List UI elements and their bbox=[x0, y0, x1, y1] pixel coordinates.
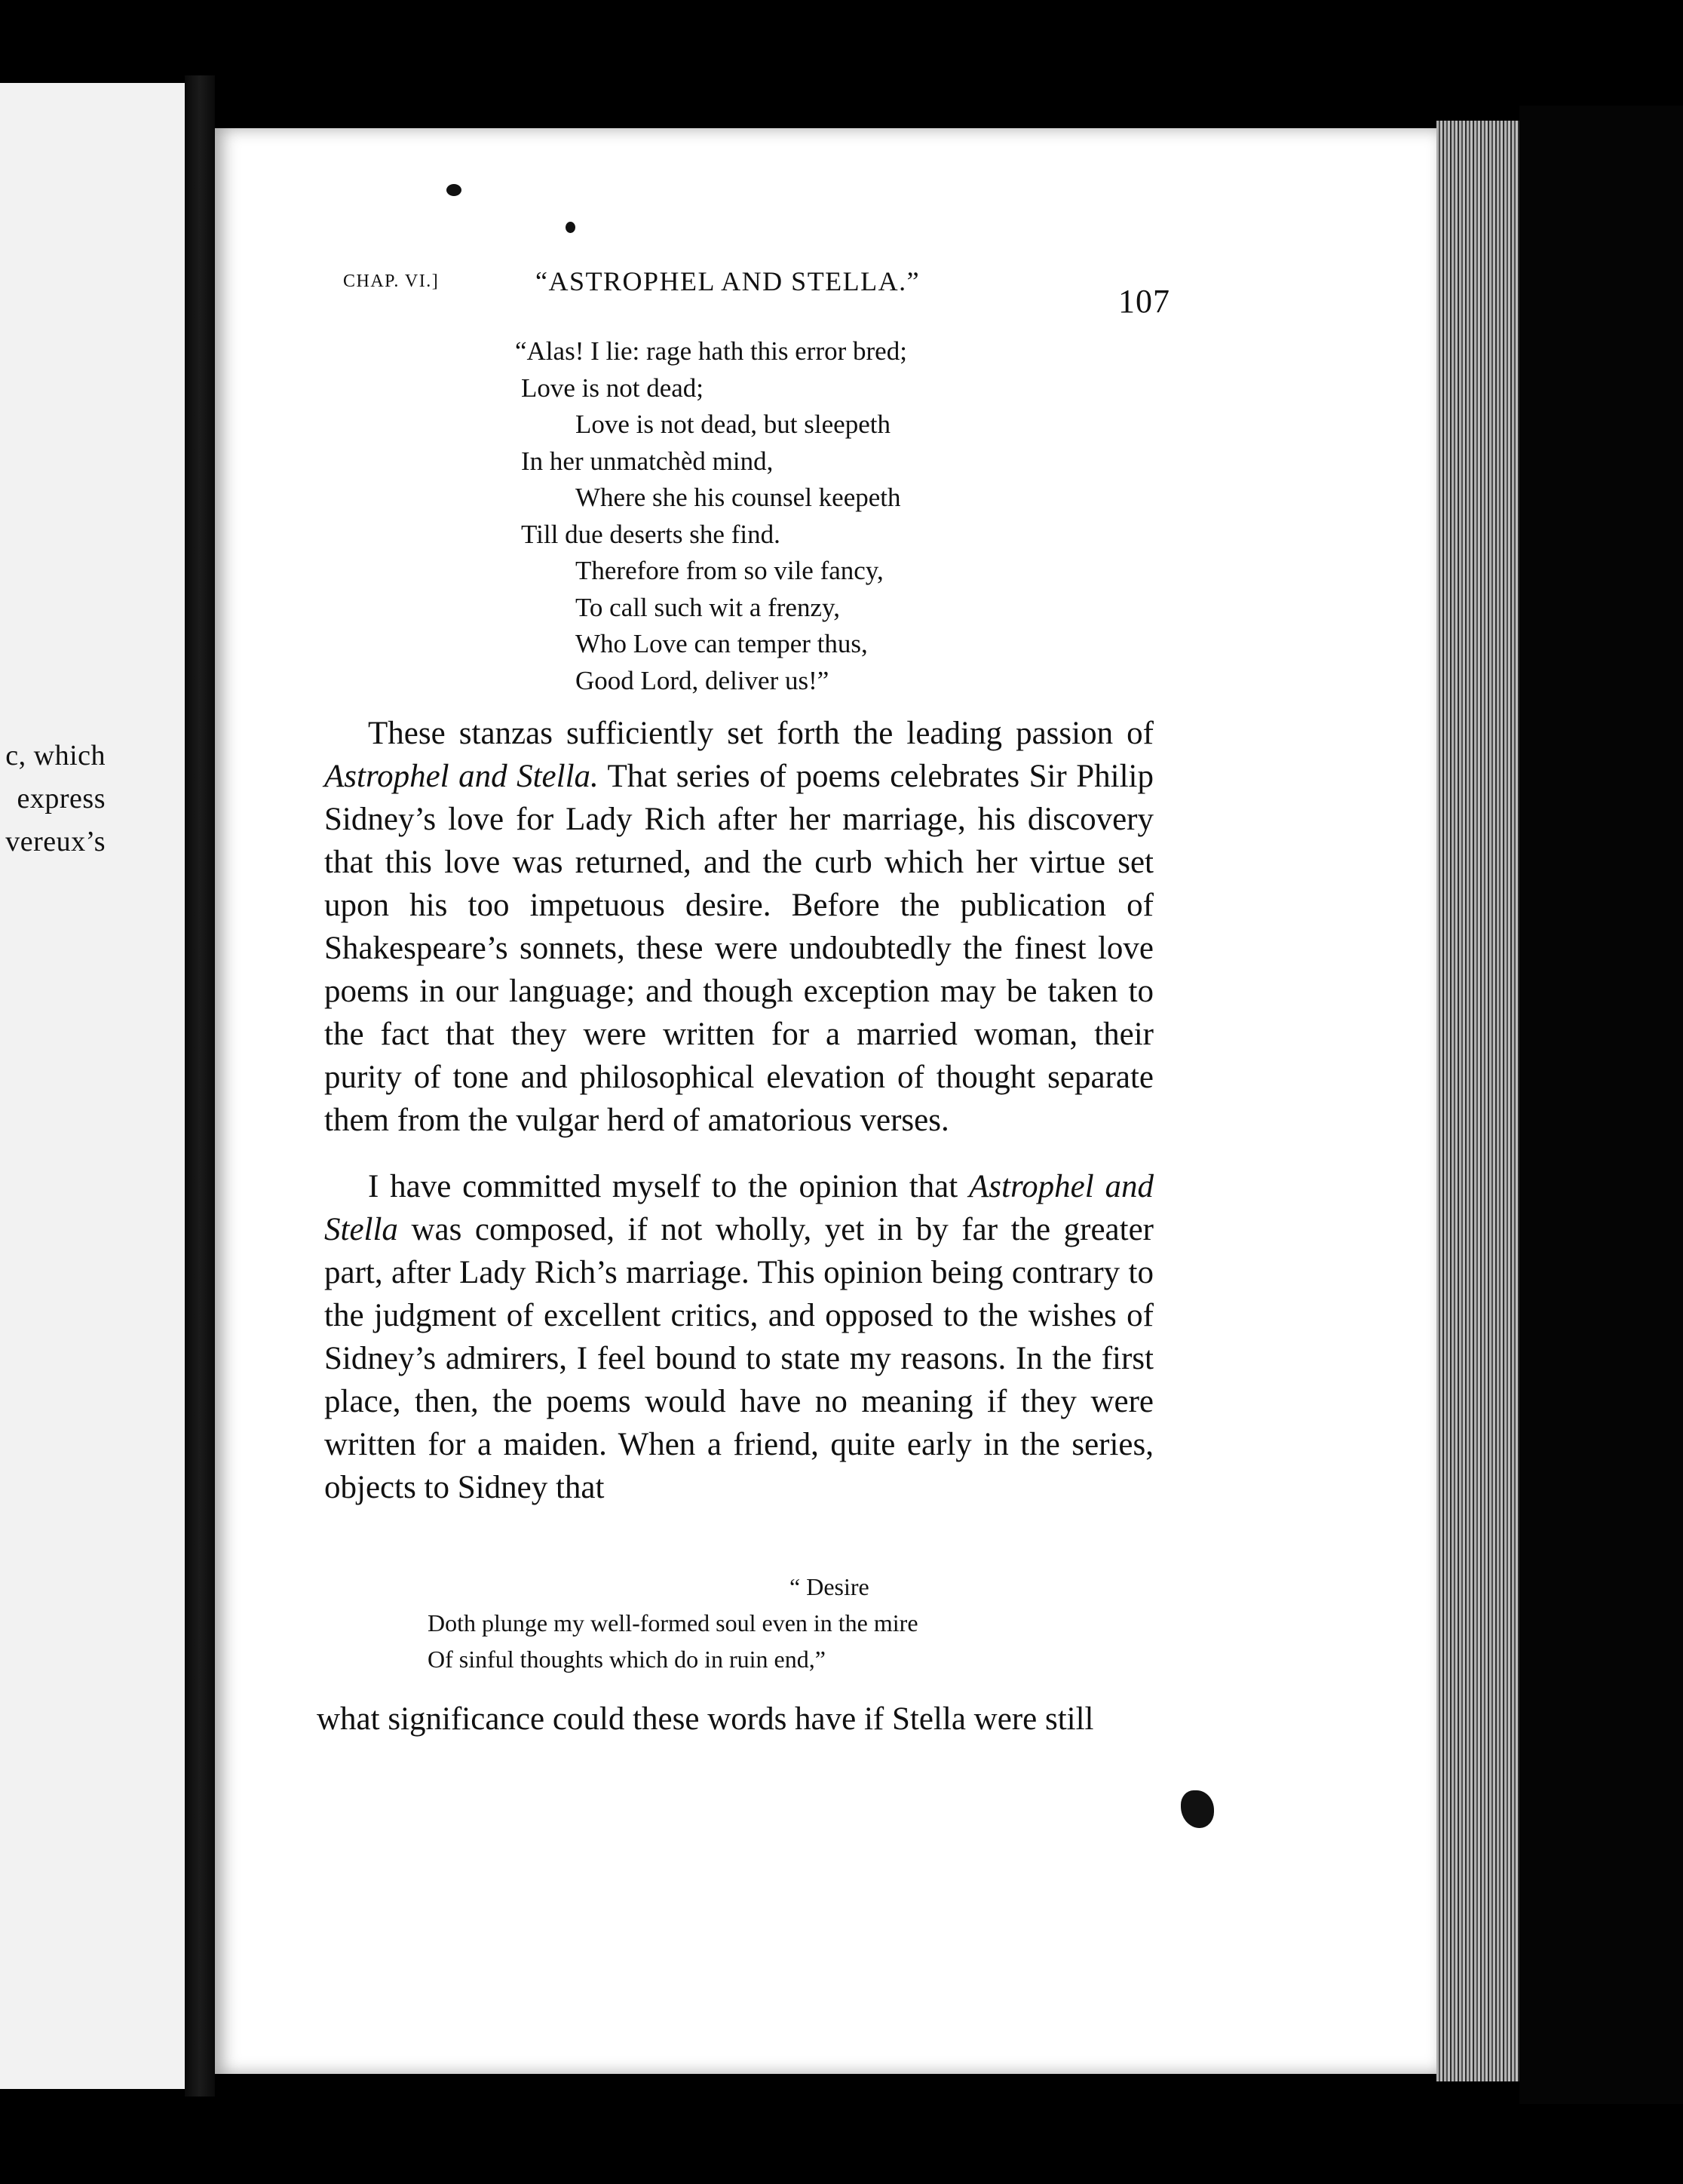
paragraph-text-run: I have committed myself to the opinion that bbox=[368, 1169, 970, 1204]
paragraph-text-run: was composed, if not wholly, yet in by far the greater part, after Lady Rich’s marriage. This opinion being contrary to the judgment of excellent critics, and opposed to the wishes of Sidney’s admirers, I feel bound to state my reasons. In the first place, then, the poems would have no meaning if they were written for a maiden. When a friend, quite early in the series, objects to Sidney that bbox=[324, 1212, 1154, 1505]
verse-line: Where she his counsel keepeth bbox=[575, 483, 901, 512]
verse-line: Who Love can temper thus, bbox=[575, 629, 868, 658]
verse-line: In her unmatchèd mind, bbox=[521, 446, 774, 476]
verse-line: Love is not dead; bbox=[521, 373, 704, 403]
ink-speck bbox=[566, 222, 575, 233]
verse-line: Till due deserts she find. bbox=[521, 519, 780, 549]
previous-page bbox=[0, 83, 185, 2089]
verse-line: “Alas! I lie: rage hath this error bred; bbox=[515, 336, 907, 366]
paragraph-text-run: That series of poems celebrates Sir Philip Sidney’s love for Lady Rich after her marriage, his discovery that this love was returned, and the curb which her virtue set upon his too impetuous desire. Before the publication of Shakespeare’s sonnets, these were undoubtedly the finest love poems in our language; and though exception may be taken to the fact that they were written for a married woman, their purity of tone and philosophical elevation of thought separate them from the vulgar herd of amatorious verses. bbox=[324, 759, 1154, 1138]
paragraph-text bbox=[324, 712, 1154, 1142]
previous-page-fragment: c, which bbox=[5, 740, 106, 771]
paragraph-text-run: These stanzas sufficiently set forth the leading passion of bbox=[368, 716, 1154, 751]
paragraph bbox=[324, 712, 1154, 1142]
verse-line: To call such wit a frenzy, bbox=[575, 592, 840, 622]
running-title: “ASTROPHEL AND STELLA.” bbox=[535, 266, 921, 296]
previous-page-fragment: express bbox=[17, 783, 106, 814]
paragraph-text bbox=[324, 1165, 1154, 1509]
block-quote bbox=[428, 1569, 918, 1677]
page-stack-edge bbox=[1436, 121, 1519, 2081]
page-number: 107 bbox=[1118, 283, 1170, 320]
quote-line: Doth plunge my well-formed soul even in the mire bbox=[428, 1609, 918, 1636]
verse-line: Therefore from so vile fancy, bbox=[575, 556, 884, 585]
book-gutter bbox=[185, 75, 215, 2097]
work-title: Astrophel and Stella bbox=[324, 1169, 1154, 1247]
book-edge-shadow bbox=[1519, 106, 1683, 2104]
verse-block bbox=[515, 333, 907, 699]
verse-line: Good Lord, deliver us!” bbox=[575, 665, 829, 695]
verse-line: Love is not dead, but sleepeth bbox=[575, 410, 891, 439]
chapter-label: CHAP. VI.] bbox=[343, 271, 440, 291]
work-title: Astrophel and Stella. bbox=[324, 759, 599, 794]
quote-line: “ Desire bbox=[789, 1573, 869, 1600]
quote-line: Of sinful thoughts which do in ruin end,” bbox=[428, 1646, 826, 1673]
ink-speck bbox=[446, 184, 461, 196]
continuation-line: what significance could these words have if Stella were still bbox=[317, 1701, 1094, 1737]
paragraph bbox=[324, 1165, 1154, 1509]
previous-page-fragment: vereux’s bbox=[5, 826, 106, 857]
